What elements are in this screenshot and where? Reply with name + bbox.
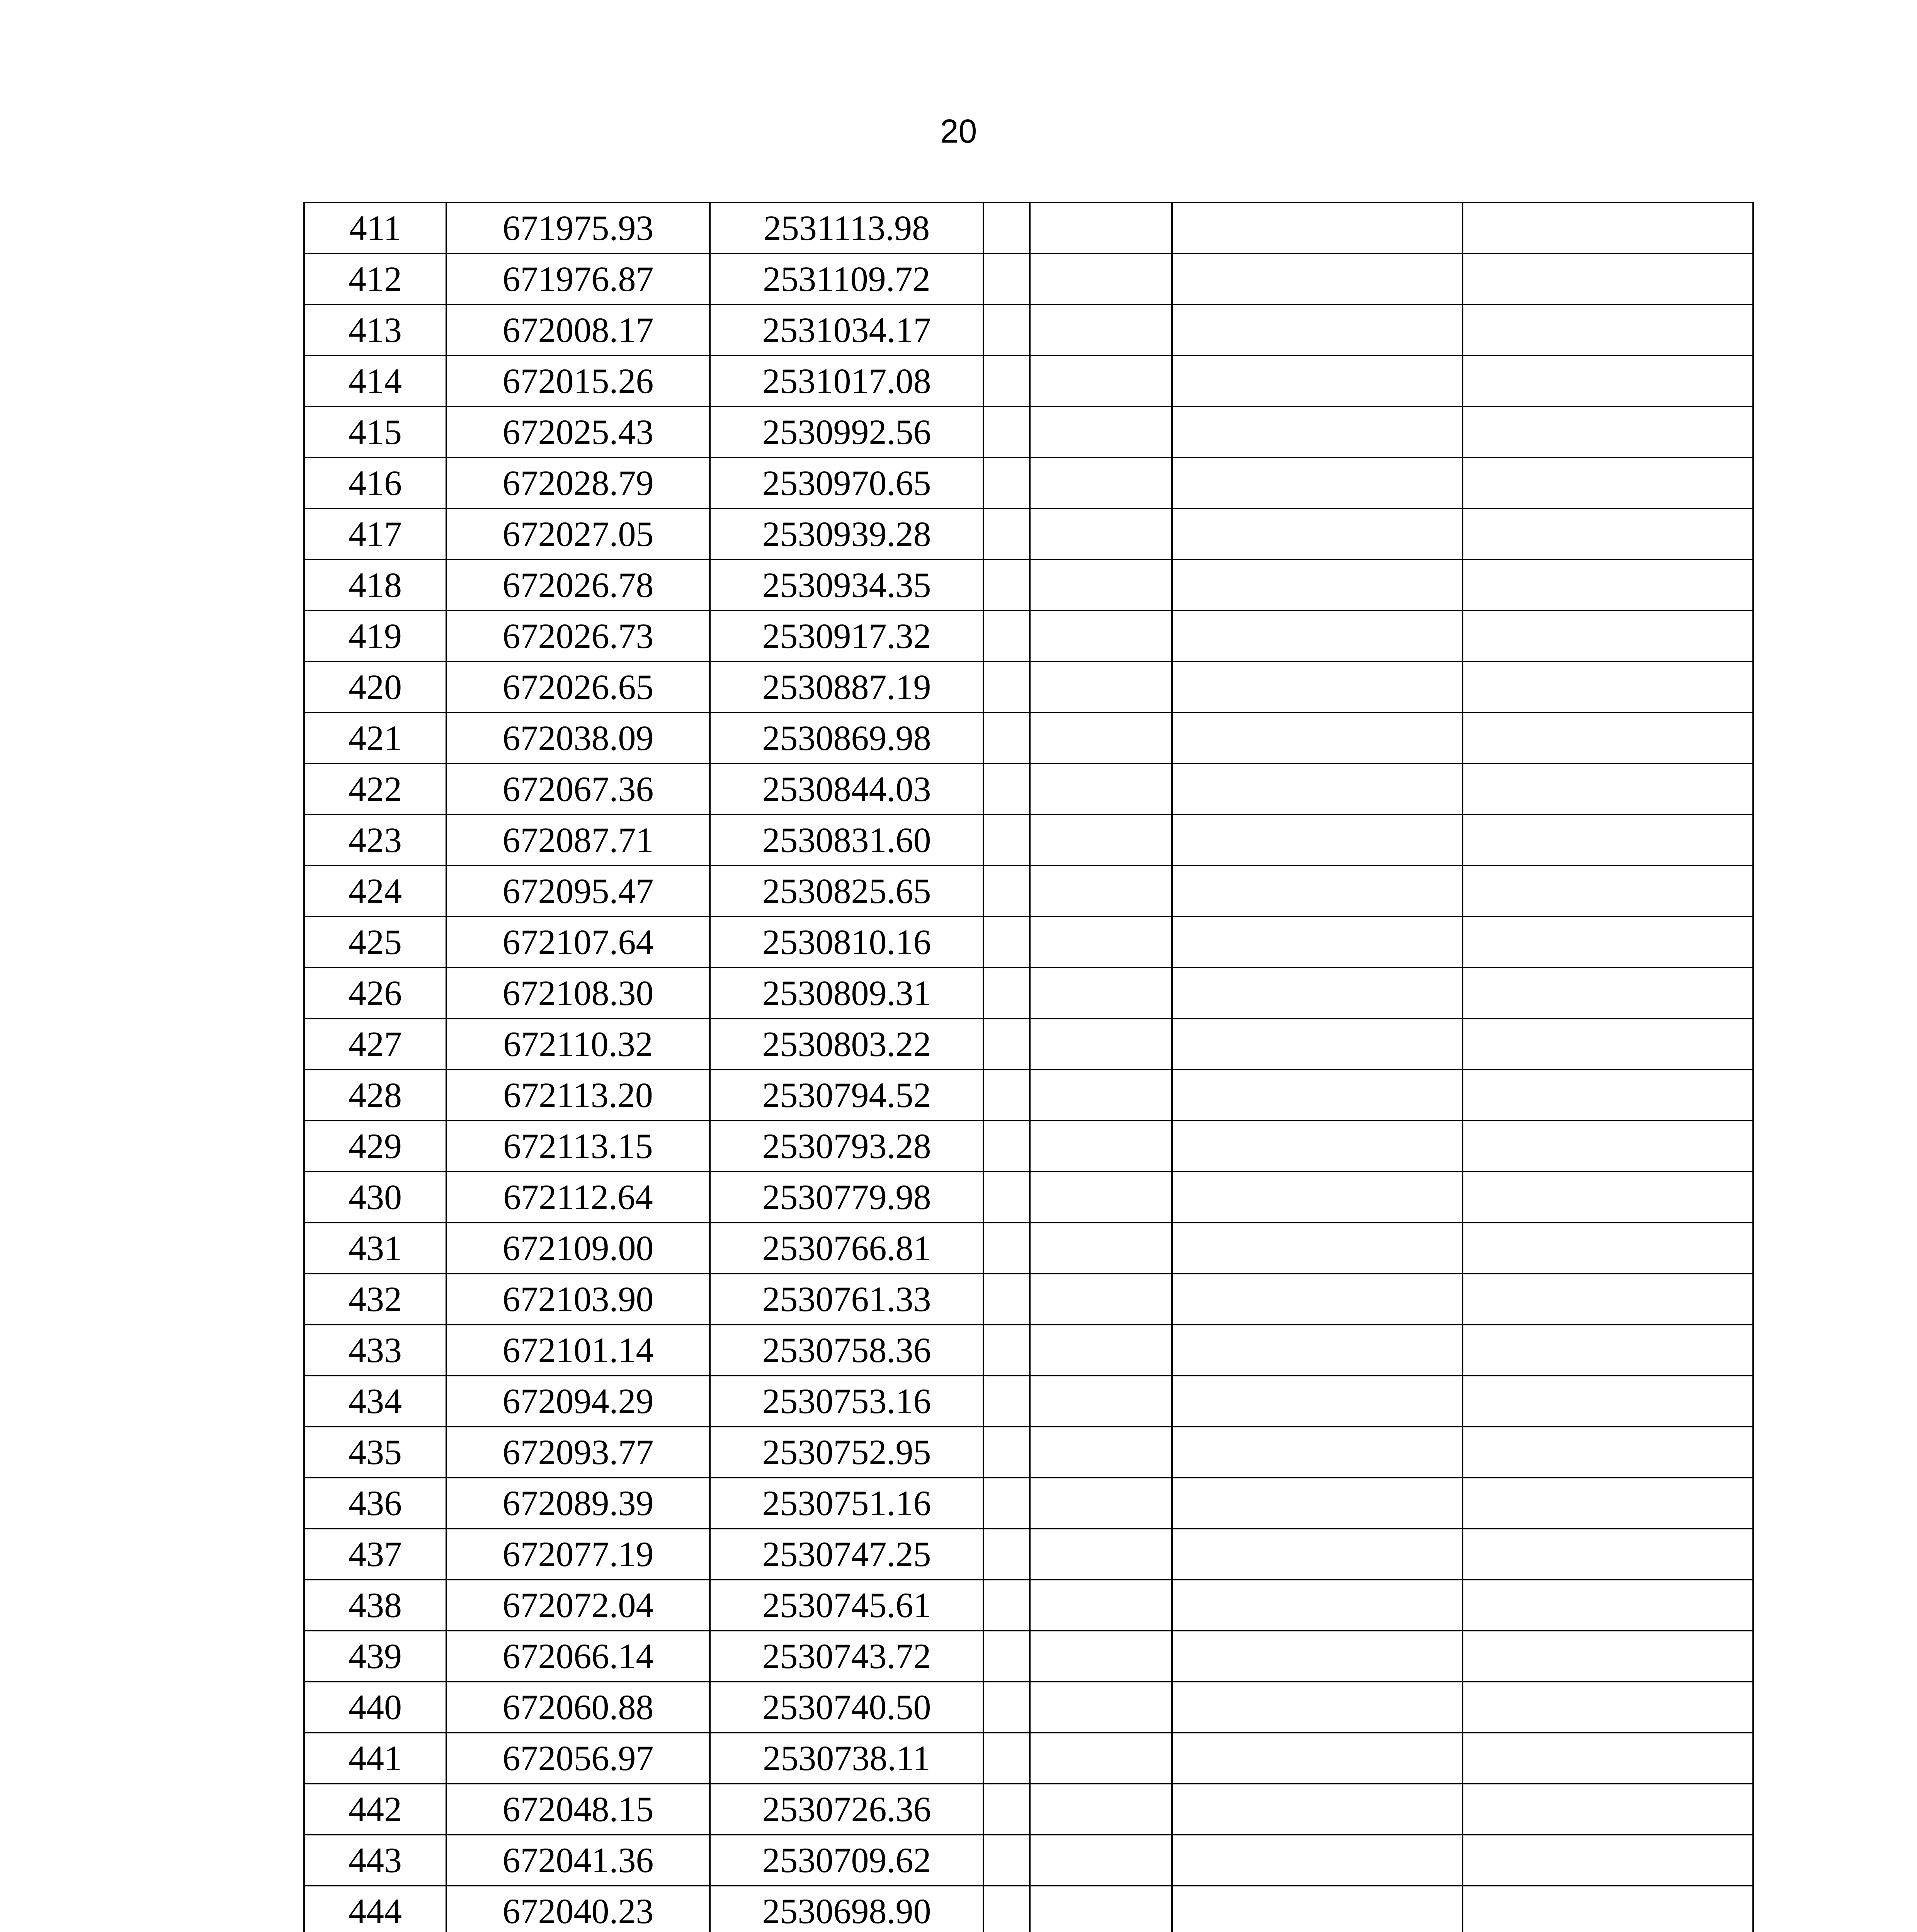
empty-cell (1463, 1835, 1753, 1886)
y-coordinate-cell: 2530766.81 (710, 1223, 983, 1274)
table-row (304, 1223, 1753, 1274)
point-number-cell: 435 (304, 1427, 446, 1478)
table-row (304, 1580, 1753, 1631)
point-number-cell: 417 (304, 509, 446, 560)
empty-cell (1463, 866, 1753, 917)
empty-cell (1172, 1172, 1463, 1223)
y-coordinate-cell: 2530809.31 (710, 968, 983, 1019)
point-number-cell: 434 (304, 1376, 446, 1427)
table-row (304, 866, 1753, 917)
empty-cell (983, 1733, 1030, 1784)
empty-cell (1172, 713, 1463, 764)
x-coordinate-cell: 672112.64 (446, 1172, 710, 1223)
empty-cell (1463, 1733, 1753, 1784)
table-row (304, 662, 1753, 713)
table-row (304, 509, 1753, 560)
y-coordinate-cell: 2530970.65 (710, 457, 983, 509)
point-number-cell: 412 (304, 253, 446, 304)
table-row (304, 1376, 1753, 1427)
x-coordinate-cell: 672026.65 (446, 662, 710, 713)
table-row (304, 764, 1753, 815)
empty-cell (1030, 917, 1172, 968)
point-number-cell: 418 (304, 560, 446, 611)
empty-cell (983, 1070, 1030, 1121)
empty-cell (1463, 304, 1753, 355)
empty-cell (1172, 1427, 1463, 1478)
empty-cell (1463, 253, 1753, 304)
y-coordinate-cell: 2530698.90 (710, 1886, 983, 1932)
y-coordinate-cell: 2530844.03 (710, 764, 983, 815)
table-row (304, 1172, 1753, 1223)
empty-cell (983, 1784, 1030, 1835)
x-coordinate-cell: 672041.36 (446, 1835, 710, 1886)
x-coordinate-cell: 672027.05 (446, 509, 710, 560)
x-coordinate-cell: 672113.20 (446, 1070, 710, 1121)
point-number-cell: 431 (304, 1223, 446, 1274)
empty-cell (1172, 457, 1463, 509)
y-coordinate-cell: 2531109.72 (710, 253, 983, 304)
empty-cell (1172, 1121, 1463, 1172)
empty-cell (1172, 917, 1463, 968)
empty-cell (1172, 1223, 1463, 1274)
y-coordinate-cell: 2530917.32 (710, 611, 983, 662)
empty-cell (983, 1835, 1030, 1886)
table-row (304, 611, 1753, 662)
empty-cell (1463, 1325, 1753, 1376)
empty-cell (983, 968, 1030, 1019)
y-coordinate-cell: 2530745.61 (710, 1580, 983, 1631)
empty-cell (983, 1172, 1030, 1223)
empty-cell (1463, 1376, 1753, 1427)
point-number-cell: 438 (304, 1580, 446, 1631)
point-number-cell: 415 (304, 406, 446, 457)
empty-cell (1172, 968, 1463, 1019)
table-row (304, 968, 1753, 1019)
x-coordinate-cell: 672026.73 (446, 611, 710, 662)
x-coordinate-cell: 672077.19 (446, 1529, 710, 1580)
empty-cell (1463, 457, 1753, 509)
x-coordinate-cell: 672008.17 (446, 304, 710, 355)
empty-cell (1172, 509, 1463, 560)
empty-cell (1030, 1274, 1172, 1325)
empty-cell (1030, 866, 1172, 917)
point-number-cell: 427 (304, 1019, 446, 1070)
empty-cell (1030, 1070, 1172, 1121)
empty-cell (1030, 1631, 1172, 1682)
table-row (304, 1631, 1753, 1682)
empty-cell (1463, 968, 1753, 1019)
empty-cell (1172, 253, 1463, 304)
x-coordinate-cell: 672087.71 (446, 815, 710, 866)
empty-cell (983, 1631, 1030, 1682)
page-number: 20 (940, 113, 977, 150)
empty-cell (1463, 406, 1753, 457)
empty-cell (983, 1376, 1030, 1427)
table-row (304, 1835, 1753, 1886)
point-number-cell: 419 (304, 611, 446, 662)
y-coordinate-cell: 2530740.50 (710, 1682, 983, 1733)
empty-cell (1463, 1223, 1753, 1274)
x-coordinate-cell: 672056.97 (446, 1733, 710, 1784)
empty-cell (1030, 355, 1172, 406)
x-coordinate-cell: 672113.15 (446, 1121, 710, 1172)
empty-cell (1463, 1478, 1753, 1529)
table-row (304, 1121, 1753, 1172)
point-number-cell: 436 (304, 1478, 446, 1529)
x-coordinate-cell: 672038.09 (446, 713, 710, 764)
empty-cell (1030, 713, 1172, 764)
empty-cell (1030, 1529, 1172, 1580)
empty-cell (983, 1223, 1030, 1274)
y-coordinate-cell: 2531017.08 (710, 355, 983, 406)
table-row (304, 1019, 1753, 1070)
y-coordinate-cell: 2530887.19 (710, 662, 983, 713)
empty-cell (983, 764, 1030, 815)
empty-cell (983, 355, 1030, 406)
table-row (304, 202, 1753, 253)
empty-cell (1463, 815, 1753, 866)
empty-cell (1030, 1784, 1172, 1835)
y-coordinate-cell: 2530761.33 (710, 1274, 983, 1325)
point-number-cell: 444 (304, 1886, 446, 1932)
table-row (304, 1682, 1753, 1733)
empty-cell (1030, 202, 1172, 253)
point-number-cell: 422 (304, 764, 446, 815)
y-coordinate-cell: 2530747.25 (710, 1529, 983, 1580)
empty-cell (1463, 1274, 1753, 1325)
x-coordinate-cell: 671976.87 (446, 253, 710, 304)
table-row (304, 560, 1753, 611)
point-number-cell: 414 (304, 355, 446, 406)
empty-cell (1172, 1070, 1463, 1121)
empty-cell (1463, 611, 1753, 662)
empty-cell (983, 1427, 1030, 1478)
empty-cell (1172, 1733, 1463, 1784)
x-coordinate-cell: 672048.15 (446, 1784, 710, 1835)
x-coordinate-cell: 672094.29 (446, 1376, 710, 1427)
empty-cell (983, 1121, 1030, 1172)
table-row (304, 1325, 1753, 1376)
point-number-cell: 428 (304, 1070, 446, 1121)
x-coordinate-cell: 672101.14 (446, 1325, 710, 1376)
empty-cell (1172, 1835, 1463, 1886)
empty-cell (1030, 457, 1172, 509)
empty-cell (1172, 611, 1463, 662)
y-coordinate-cell: 2530939.28 (710, 509, 983, 560)
empty-cell (1030, 1886, 1172, 1932)
table-row (304, 815, 1753, 866)
x-coordinate-cell: 672015.26 (446, 355, 710, 406)
point-number-cell: 443 (304, 1835, 446, 1886)
empty-cell (1463, 509, 1753, 560)
x-coordinate-cell: 672110.32 (446, 1019, 710, 1070)
empty-cell (983, 509, 1030, 560)
empty-cell (1463, 1886, 1753, 1932)
x-coordinate-cell: 672093.77 (446, 1427, 710, 1478)
empty-cell (1172, 1529, 1463, 1580)
empty-cell (1030, 560, 1172, 611)
empty-cell (983, 457, 1030, 509)
empty-cell (1463, 1631, 1753, 1682)
empty-cell (1463, 560, 1753, 611)
table-row (304, 1070, 1753, 1121)
empty-cell (983, 1682, 1030, 1733)
point-number-cell: 423 (304, 815, 446, 866)
y-coordinate-cell: 2531034.17 (710, 304, 983, 355)
empty-cell (1463, 1172, 1753, 1223)
empty-cell (983, 304, 1030, 355)
empty-cell (1172, 1784, 1463, 1835)
empty-cell (1030, 1019, 1172, 1070)
empty-cell (983, 202, 1030, 253)
empty-cell (983, 1325, 1030, 1376)
empty-cell (1172, 1478, 1463, 1529)
x-coordinate-cell: 672107.64 (446, 917, 710, 968)
point-number-cell: 426 (304, 968, 446, 1019)
point-number-cell: 430 (304, 1172, 446, 1223)
empty-cell (1030, 1223, 1172, 1274)
empty-cell (1030, 253, 1172, 304)
point-number-cell: 420 (304, 662, 446, 713)
x-coordinate-cell: 672026.78 (446, 560, 710, 611)
y-coordinate-cell: 2530831.60 (710, 815, 983, 866)
empty-cell (1030, 968, 1172, 1019)
empty-cell (1030, 764, 1172, 815)
empty-cell (1463, 917, 1753, 968)
empty-cell (1463, 713, 1753, 764)
point-number-cell: 424 (304, 866, 446, 917)
x-coordinate-cell: 672072.04 (446, 1580, 710, 1631)
y-coordinate-cell: 2530992.56 (710, 406, 983, 457)
empty-cell (983, 560, 1030, 611)
table-row (304, 1784, 1753, 1835)
y-coordinate-cell: 2530758.36 (710, 1325, 983, 1376)
empty-cell (983, 1274, 1030, 1325)
table-row (304, 1427, 1753, 1478)
empty-cell (1463, 662, 1753, 713)
table-row (304, 355, 1753, 406)
y-coordinate-cell: 2530752.95 (710, 1427, 983, 1478)
empty-cell (1463, 1070, 1753, 1121)
empty-cell (1030, 611, 1172, 662)
x-coordinate-cell: 672067.36 (446, 764, 710, 815)
x-coordinate-cell: 672089.39 (446, 1478, 710, 1529)
empty-cell (1172, 304, 1463, 355)
empty-cell (1172, 1019, 1463, 1070)
table-row (304, 713, 1753, 764)
empty-cell (1172, 1886, 1463, 1932)
empty-cell (1463, 1682, 1753, 1733)
empty-cell (983, 917, 1030, 968)
y-coordinate-cell: 2530753.16 (710, 1376, 983, 1427)
y-coordinate-cell: 2530743.72 (710, 1631, 983, 1682)
empty-cell (1463, 202, 1753, 253)
table-row (304, 406, 1753, 457)
y-coordinate-cell: 2530793.28 (710, 1121, 983, 1172)
table-row (304, 1733, 1753, 1784)
point-number-cell: 411 (304, 202, 446, 253)
point-number-cell: 425 (304, 917, 446, 968)
empty-cell (1172, 1682, 1463, 1733)
empty-cell (1172, 1631, 1463, 1682)
empty-cell (1030, 1682, 1172, 1733)
point-number-cell: 413 (304, 304, 446, 355)
empty-cell (983, 662, 1030, 713)
empty-cell (983, 611, 1030, 662)
table-row (304, 1274, 1753, 1325)
x-coordinate-cell: 672028.79 (446, 457, 710, 509)
table-row (304, 304, 1753, 355)
empty-cell (1030, 1172, 1172, 1223)
empty-cell (1172, 1325, 1463, 1376)
point-number-cell: 442 (304, 1784, 446, 1835)
empty-cell (1463, 1019, 1753, 1070)
empty-cell (1463, 355, 1753, 406)
table-row (304, 1886, 1753, 1932)
x-coordinate-cell: 672060.88 (446, 1682, 710, 1733)
y-coordinate-cell: 2530794.52 (710, 1070, 983, 1121)
y-coordinate-cell: 2530810.16 (710, 917, 983, 968)
empty-cell (983, 1886, 1030, 1932)
y-coordinate-cell: 2530825.65 (710, 866, 983, 917)
y-coordinate-cell: 2530779.98 (710, 1172, 983, 1223)
y-coordinate-cell: 2530726.36 (710, 1784, 983, 1835)
empty-cell (983, 866, 1030, 917)
point-number-cell: 437 (304, 1529, 446, 1580)
empty-cell (1030, 1835, 1172, 1886)
table-row (304, 253, 1753, 304)
x-coordinate-cell: 672108.30 (446, 968, 710, 1019)
empty-cell (1030, 1427, 1172, 1478)
empty-cell (1463, 1121, 1753, 1172)
y-coordinate-cell: 2530709.62 (710, 1835, 983, 1886)
empty-cell (1030, 1376, 1172, 1427)
point-number-cell: 433 (304, 1325, 446, 1376)
empty-cell (1172, 1274, 1463, 1325)
coordinates-table (303, 202, 1754, 1932)
empty-cell (1030, 662, 1172, 713)
empty-cell (983, 713, 1030, 764)
table-row (304, 1529, 1753, 1580)
empty-cell (983, 815, 1030, 866)
empty-cell (1172, 406, 1463, 457)
empty-cell (1030, 509, 1172, 560)
empty-cell (1463, 1784, 1753, 1835)
empty-cell (1030, 815, 1172, 866)
y-coordinate-cell: 2530869.98 (710, 713, 983, 764)
empty-cell (1172, 1376, 1463, 1427)
empty-cell (1030, 1121, 1172, 1172)
point-number-cell: 429 (304, 1121, 446, 1172)
table-row (304, 917, 1753, 968)
y-coordinate-cell: 2530934.35 (710, 560, 983, 611)
empty-cell (1463, 1427, 1753, 1478)
table-row (304, 457, 1753, 509)
empty-cell (1172, 560, 1463, 611)
x-coordinate-cell: 671975.93 (446, 202, 710, 253)
x-coordinate-cell: 672066.14 (446, 1631, 710, 1682)
x-coordinate-cell: 672025.43 (446, 406, 710, 457)
point-number-cell: 441 (304, 1733, 446, 1784)
table-row (304, 1478, 1753, 1529)
y-coordinate-cell: 2530803.22 (710, 1019, 983, 1070)
empty-cell (1463, 764, 1753, 815)
empty-cell (1030, 1478, 1172, 1529)
empty-cell (1172, 202, 1463, 253)
table-body (304, 202, 1753, 1932)
point-number-cell: 440 (304, 1682, 446, 1733)
x-coordinate-cell: 672040.23 (446, 1886, 710, 1932)
y-coordinate-cell: 2531113.98 (710, 202, 983, 253)
empty-cell (1030, 1580, 1172, 1631)
empty-cell (1172, 815, 1463, 866)
empty-cell (983, 1580, 1030, 1631)
empty-cell (1172, 662, 1463, 713)
empty-cell (983, 406, 1030, 457)
empty-cell (1463, 1529, 1753, 1580)
x-coordinate-cell: 672103.90 (446, 1274, 710, 1325)
empty-cell (983, 253, 1030, 304)
y-coordinate-cell: 2530751.16 (710, 1478, 983, 1529)
point-number-cell: 421 (304, 713, 446, 764)
empty-cell (1030, 304, 1172, 355)
empty-cell (1030, 406, 1172, 457)
empty-cell (1172, 866, 1463, 917)
empty-cell (1463, 1580, 1753, 1631)
empty-cell (1172, 764, 1463, 815)
empty-cell (1030, 1733, 1172, 1784)
empty-cell (1030, 1325, 1172, 1376)
empty-cell (983, 1019, 1030, 1070)
empty-cell (983, 1478, 1030, 1529)
point-number-cell: 432 (304, 1274, 446, 1325)
point-number-cell: 439 (304, 1631, 446, 1682)
x-coordinate-cell: 672095.47 (446, 866, 710, 917)
empty-cell (1172, 1580, 1463, 1631)
empty-cell (983, 1529, 1030, 1580)
point-number-cell: 416 (304, 457, 446, 509)
x-coordinate-cell: 672109.00 (446, 1223, 710, 1274)
empty-cell (1172, 355, 1463, 406)
y-coordinate-cell: 2530738.11 (710, 1733, 983, 1784)
